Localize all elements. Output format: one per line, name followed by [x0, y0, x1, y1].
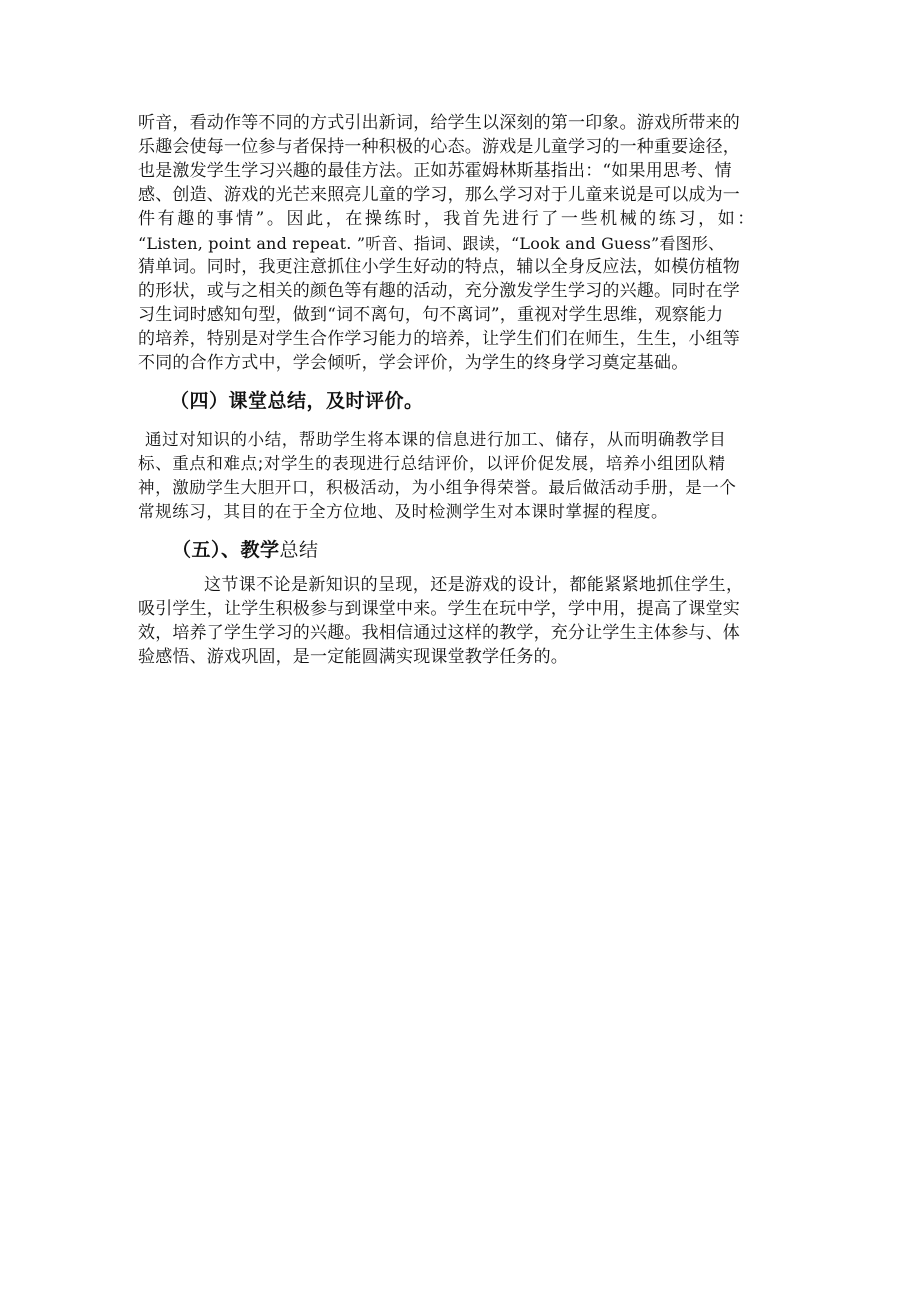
paragraph2-line: 神，激励学生大胆开口，积极活动，为小组争得荣誉。最后做活动手册，是一个: [138, 478, 737, 497]
heading4-bold-part: （四）课堂: [170, 390, 268, 412]
paragraph1-line: 的培养，特别是对学生合作学习能力的培养，让学生们们在师生，生生，小组等: [138, 329, 740, 349]
paragraph3-line: 效，培养了学生学习的兴趣。我相信通过这样的教学，充分让学生主体参与、体: [138, 623, 740, 643]
paragraph3-line: 验感悟、游戏巩固，是一定能圆满实现课堂教学任务的。: [138, 647, 568, 667]
paragraph1-line: 乐趣会使每一位参与者保持一种积极的心态。游戏是儿童学习的一种重要途径，: [138, 137, 740, 157]
paragraph1-line: 件有趣的事情”。因此，在操练时，我首先进行了一些机械的练习，如：: [138, 209, 757, 229]
heading5-rest-part: 总结: [279, 539, 319, 561]
paragraph1-line: 不同的合作方式中，学会倾听，学会评价，为学生的终身学习奠定基础。: [138, 353, 689, 373]
section-heading-4: [170, 388, 424, 414]
paragraph1-line: 习生词时感知句型，做到“词不离句，句不离词”，重视对学生思维，观察能力: [138, 305, 724, 325]
paragraph1-line: 猜单词。同时，我更注意抓住小学生好动的特点，辅以全身反应法，如模仿植物: [138, 257, 740, 277]
paragraph3-line: 吸引学生，让学生积极参与到课堂中来。学生在玩中学，学中用，提高了课堂实: [138, 599, 740, 619]
paragraph3-line: 这节课不论是新知识的呈现，还是游戏的设计，都能紧紧地抓住学生，: [204, 575, 744, 595]
paragraph1-line: 也是激发学生学习兴趣的最佳方法。正如苏霍姆林斯基指出：“如果用思考、情: [138, 161, 732, 181]
paragraph1-line: 的形状，或与之相关的颜色等有趣的活动，充分激发学生学习的兴趣。同时在学: [138, 281, 740, 301]
heading5-bold-part: （五）、教学: [172, 539, 280, 561]
paragraph2-line: 通过对知识的小结，帮助学生将本课的信息进行加工、储存，从而明确教学目: [145, 430, 727, 449]
paragraph2-line: 常规练习，其目的在于全方位地、及时检测学生对本课时掌握的程度。: [138, 502, 669, 521]
paragraph1-line: “Listen, point and repeat. ”听音、指词、跟读，“Look and Guess”看图形、: [138, 234, 725, 253]
section-heading-5: [172, 537, 319, 563]
paragraph2-line: 标、重点和难点;对学生的表现进行总结评价，以评价促发展，培养小组团队精: [138, 454, 726, 473]
paragraph1-line: 感、创造、游戏的光芒来照亮儿童的学习，那么学习对于儿童来说是可以成为一: [138, 185, 740, 205]
heading4-rest-part: 总结，及时评价。: [267, 390, 424, 412]
paragraph1-line: 听音，看动作等不同的方式引出新词，给学生以深刻的第一印象。游戏所带来的: [138, 113, 740, 133]
